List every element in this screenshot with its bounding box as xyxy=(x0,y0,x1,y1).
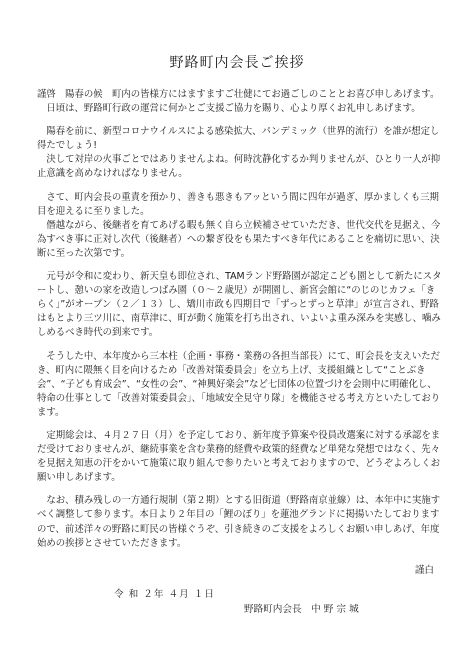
paragraph-reiwa: 元号が令和に変わり、新天皇も即位され、TAMランド野路園が認定こども園として新たにスタートし、憩いの家を改造しつばみ園（０～２歳児）が開園し、新宮会館に“のじのじカフェ「きらく」”がオープン（２／１３）し、矯川市政も四期目で「ずっとずっと草津」が宣言され、野路はもとより三ツ川に、南草津に、町が動く施策を打ち出され、いよいよ重み深みを実感し、噛みしめるべき時代の到来です。 xyxy=(37,271,442,339)
paragraph-succession: 僭越ながら、後継者を育てあげる暇も無く自ら立候補させていただき、世代交代を見据え、今為すべき事に正対し次代（後継者）への繋ぎ役をも果たすべき年代にあることを痛切に思い、決断に至った次第です。 xyxy=(37,219,441,259)
paragraph-third-term: さて、町内会長の重責を預かり、善きも悪きもアッという間に四年が過ぎ、厚かましくも三期目を迎えるに至りました。 xyxy=(37,191,439,217)
paragraph-awareness: 決して対岸の火事ごとではありませんよね。何時沈静化するか判りませんが、ひとり一人が抑止意識を高めなければなりません。 xyxy=(37,154,441,180)
paragraph-greeting: 謹啓 陽春の候 町内の皆様方にはますますご壮健にてお過ごしのこととお喜び申しあげます。 xyxy=(37,89,440,100)
paragraph-gap xyxy=(37,341,443,350)
document-date: 令 和 ２年 ４月 １日 xyxy=(114,589,215,600)
paragraph-closing-remarks: なお、積み残しの一方通行規制（第２期）とする旧街道（野路南京並線）は、本年中に実施すべく調整して参ります。本日より２年目の「鯉のぼり」を蓮池グランドに掲揚いたしておりますので、前述洋々の野路に町民の皆様ぐうぞ、引き続きのご支援をよろしくお願い申しあげ、年度始めの挨拶とさせていただきます。 xyxy=(37,495,441,549)
paragraph-organization: そうした中、本年度から三本柱（企画・事務・業務の各担当部長）にて、町会長を支えいただき、町内に隈無く目を向けるため「改善対策委員会」を立ち上げ、支援組織として“ことぶき会”、“子ども育成会”、“女性の会”、“神興好楽会”など七団体の位置づけを会則中に明確化し、特命の仕事として「改善対策委員会」、「地域安全見守り隊」を機能させる考え方といたしております。 xyxy=(37,350,441,418)
paragraph-thanks: 日頃は、野路町行政の運営に何かとご支援ご協力を賜り、心より厚くお礼申しあげます。 xyxy=(37,103,421,115)
paragraph-gap xyxy=(37,420,443,429)
author-signature: 野路町内会長 中 野 宗 城 xyxy=(244,604,359,615)
document-title: 野路町内会長ご挨拶 xyxy=(169,55,305,71)
paragraph-pandemic: 陽春を前に、新型コロナウイルスによる感染拡大、パンデミック（世界的流行）を誰が想定し得たでしょう! xyxy=(37,126,440,152)
paragraph-gap xyxy=(37,485,443,494)
paragraph-gap xyxy=(37,116,443,125)
closing-salutation: 謹白 xyxy=(414,565,434,576)
document-body xyxy=(37,88,443,551)
paragraph-gap xyxy=(37,261,443,270)
paragraph-gap xyxy=(37,182,443,191)
paragraph-general-meeting: 定期総会は、４月２７日（月）を予定しており、新年度予算案や役員改選案に対する承認をまだ受けておりませんが、継続事業を含む業務的経費や政策的経費など単発な発想ではなく、先々を見据え知恵の汗をかいて施策に取り組んで参りたいと考えておりますので、どうぞよろしくお願い申しあげます。 xyxy=(37,429,441,484)
